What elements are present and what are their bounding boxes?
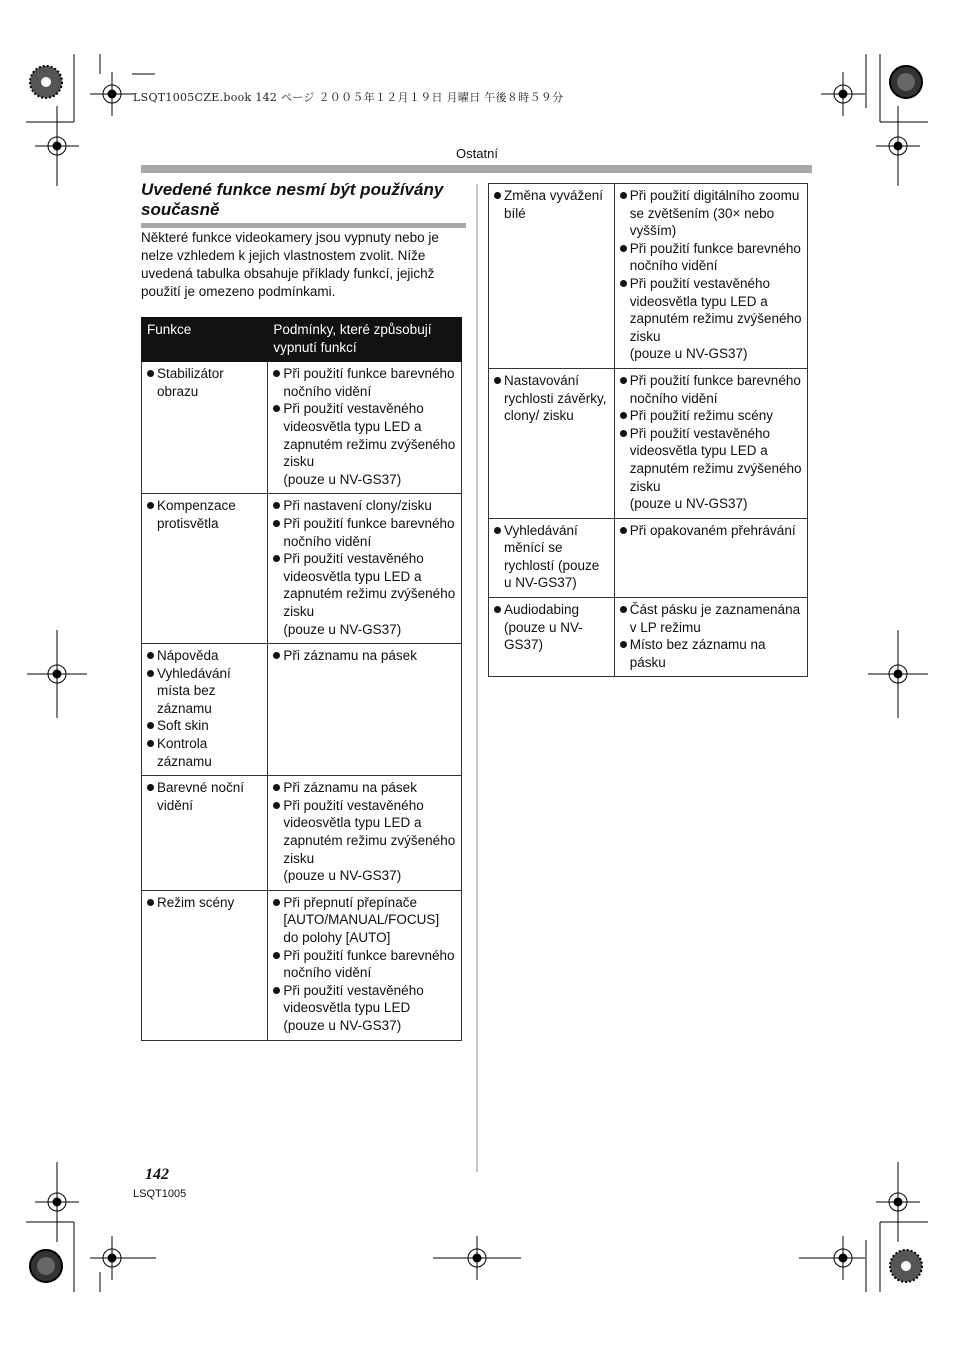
function-item: Nastavování rychlosti závěrky, clony/ zisku <box>494 372 609 425</box>
function-cell <box>489 184 615 369</box>
condition-item: Při použití vestavěného videosvětla typu LED a zapnutém režimu zvýšeného zisku <box>273 797 456 867</box>
section-bar <box>141 165 812 173</box>
condition-item: Při použití režimu scény <box>620 407 802 425</box>
function-cell <box>489 598 615 677</box>
heading-rule <box>141 223 466 228</box>
condition-item: Při záznamu na pásek <box>273 779 456 797</box>
function-item: Vyhledávání místa bez záznamu <box>147 665 262 718</box>
model-note: (pouze u NV-GS37) <box>283 471 402 487</box>
table-row <box>489 518 808 597</box>
function-item: Kontrola záznamu <box>147 735 262 770</box>
condition-item: Při nastavení clony/zisku <box>273 497 456 515</box>
table-row <box>142 890 462 1040</box>
model-note: (pouze u NV-GS37) <box>283 621 402 637</box>
condition-item: Při použití funkce barevného nočního vidění <box>273 515 456 550</box>
condition-cell <box>268 890 462 1040</box>
condition-cell <box>268 776 462 891</box>
intro-paragraph: Některé funkce videokamery jsou vypnuty nebo je nelze vzhledem k jejich vlastnostem zvolit. Níže uvedená tabulka obsahuje příklady funkcí, jejichž použití je omezeno podmínkami. <box>141 230 439 299</box>
table-header-row <box>142 318 462 362</box>
condition-item: Při použití vestavěného videosvětla typu LED a zapnutém režimu zvýšeného zisku <box>273 400 456 470</box>
header-conditions: Podmínky, které způsobují vypnutí funkcí <box>268 318 462 362</box>
model-note: (pouze u NV-GS37) <box>283 868 402 884</box>
functions-table-right <box>488 183 808 677</box>
condition-item: Při použití vestavěného videosvětla typu LED a zapnutém režimu zvýšeného zisku <box>273 550 456 620</box>
condition-item: Při použití funkce barevného nočního vidění <box>273 947 456 982</box>
condition-item: Při použití digitálního zoomu se zvětšením (30× nebo vyšším) <box>620 187 802 240</box>
condition-item: Při použití vestavěného videosvětla typu LED a zapnutém režimu zvýšeného zisku <box>620 425 802 495</box>
condition-item: Místo bez záznamu na pásku <box>620 636 802 671</box>
table-row <box>142 494 462 644</box>
function-cell <box>142 644 268 776</box>
table-row <box>142 776 462 891</box>
function-item: Změna vyvážení bílé <box>494 187 609 222</box>
condition-cell <box>268 362 462 494</box>
function-item: Stabilizátor obrazu <box>147 365 262 400</box>
function-cell <box>142 494 268 644</box>
condition-cell <box>268 644 462 776</box>
function-cell <box>489 368 615 518</box>
page-number: 142 <box>145 1166 169 1183</box>
print-meta-line: LSQT1005CZE.book 142 ページ ２００５年１２月１９日 月曜日 午後８時５９分 <box>133 91 564 104</box>
model-note: (pouze u NV-GS37) <box>629 496 748 512</box>
function-item: Barevné noční vidění <box>147 779 262 814</box>
condition-cell <box>614 598 807 677</box>
header-functions: Funkce <box>142 318 268 362</box>
table-row <box>142 362 462 494</box>
condition-item: Při použití vestavěného videosvětla typu LED <box>273 982 456 1017</box>
function-cell <box>142 362 268 494</box>
condition-item: Část pásku je zaznamenána v LP režimu <box>620 601 802 636</box>
condition-item: Při opakovaném přehrávání <box>620 522 802 540</box>
model-note: (pouze u NV-GS37) <box>283 1017 402 1033</box>
condition-item: Při použití funkce barevného nočního vidění <box>620 372 802 407</box>
document-code: LSQT1005 <box>133 1188 187 1200</box>
function-item: Vyhledávání měnící se rychlostí (pouze u NV-GS37) <box>494 522 609 592</box>
function-item: Kompenzace protisvětla <box>147 497 262 532</box>
function-cell <box>142 776 268 891</box>
condition-cell <box>614 368 807 518</box>
functions-table-left <box>141 317 462 1041</box>
condition-item: Při použití funkce barevného nočního vidění <box>620 240 802 275</box>
table-row <box>489 598 808 677</box>
condition-item: Při použití funkce barevného nočního vidění <box>273 365 456 400</box>
table-row <box>142 644 462 776</box>
function-item: Režim scény <box>147 894 262 912</box>
function-cell <box>142 890 268 1040</box>
condition-item: Při použití vestavěného videosvětla typu LED a zapnutém režimu zvýšeného zisku <box>620 275 802 345</box>
condition-item: Při přepnutí přepínače [AUTO/MANUAL/FOCUS] do polohy [AUTO] <box>273 894 456 947</box>
condition-cell <box>614 184 807 369</box>
model-note: (pouze u NV-GS37) <box>629 346 748 362</box>
function-cell <box>489 518 615 597</box>
condition-cell <box>614 518 807 597</box>
condition-cell <box>268 494 462 644</box>
table-row <box>489 184 808 369</box>
function-item: Audiodabing (pouze u NV-GS37) <box>494 601 609 654</box>
column-divider <box>476 184 478 1172</box>
function-item: Soft skin <box>147 717 262 735</box>
page-title: Uvedené funkce nesmí být používány současně <box>141 180 444 219</box>
function-item: Nápověda <box>147 647 262 665</box>
condition-item: Při záznamu na pásek <box>273 647 456 665</box>
section-label: Ostatní <box>456 146 498 161</box>
table-row <box>489 368 808 518</box>
